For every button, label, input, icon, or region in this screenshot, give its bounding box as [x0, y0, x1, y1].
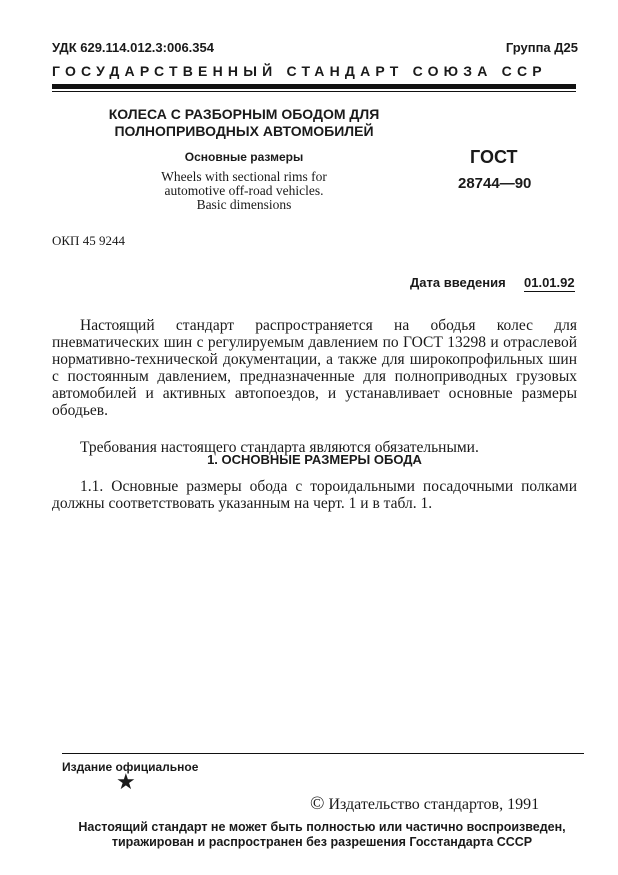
copyright-icon: ©: [310, 793, 325, 814]
notice-line-2: тиражирован и распространен без разрешения Госстандарта СССР: [111, 835, 533, 849]
star-icon: ★: [116, 769, 136, 794]
gost-label: ГОСТ: [470, 147, 518, 167]
official-edition-label: Издание официальное: [62, 760, 199, 774]
section-heading-1: 1. ОСНОВНЫЕ РАЗМЕРЫ ОБОДА: [207, 452, 422, 467]
document-subtitle: Основные размеры: [184, 150, 304, 164]
copyright-text: Издательство стандартов, 1991: [328, 796, 540, 813]
reproduction-notice: [52, 820, 592, 850]
title-line-1: КОЛЕСА С РАЗБОРНЫМ ОБОДОМ ДЛЯ: [108, 106, 380, 122]
gost-number: 28744—90: [458, 175, 532, 192]
body-paragraph-mandatory: Требования настоящего стандарта являются обязательными.: [80, 439, 479, 456]
footer-rule: [62, 753, 584, 754]
body-paragraph-scope: Настоящий стандарт распространяется на ободья колес для пневматических шин с регулируемым давлением по ГОСТ 13298 и отраслевой нормативно-технической документации, а также для широкопрофильных шин с постоянным давлением, предназначенные для полноприводных грузовых автомобилей и активных автопоездов, и устанавливает основные размеры ободьев.: [52, 317, 577, 419]
state-standard-heading: ГОСУДАРСТВЕННЫЙ СТАНДАРТ СОЮЗА ССР: [52, 63, 547, 79]
english-title-line-2: automotive off-road vehicles.: [164, 183, 324, 198]
document-title: [94, 106, 394, 140]
title-line-2: ПОЛНОПРИВОДНЫХ АВТОМОБИЛЕЙ: [114, 123, 374, 139]
group-code: Группа Д25: [505, 40, 578, 55]
copyright-line: [310, 793, 539, 815]
effective-date-value: 01.01.92: [524, 275, 575, 290]
header-rule-thick: [52, 84, 576, 89]
english-title-line-1: Wheels with sectional rims for: [161, 169, 327, 184]
english-title-line-3: Basic dimensions: [196, 197, 292, 212]
body-paragraph-1-1: 1.1. Основные размеры обода с тороидальными посадочными полками должны соответствовать указанным на черт. 1 и в табл. 1.: [52, 478, 577, 512]
udc-code: УДК 629.114.012.3:006.354: [52, 40, 214, 55]
notice-line-1: Настоящий стандарт не может быть полностью или частично воспроизведен,: [78, 820, 566, 834]
okp-code: ОКП 45 9244: [52, 233, 125, 248]
header-rule-thin: [52, 91, 576, 92]
effective-date-label: Дата введения: [410, 275, 506, 290]
english-title: [94, 170, 394, 212]
